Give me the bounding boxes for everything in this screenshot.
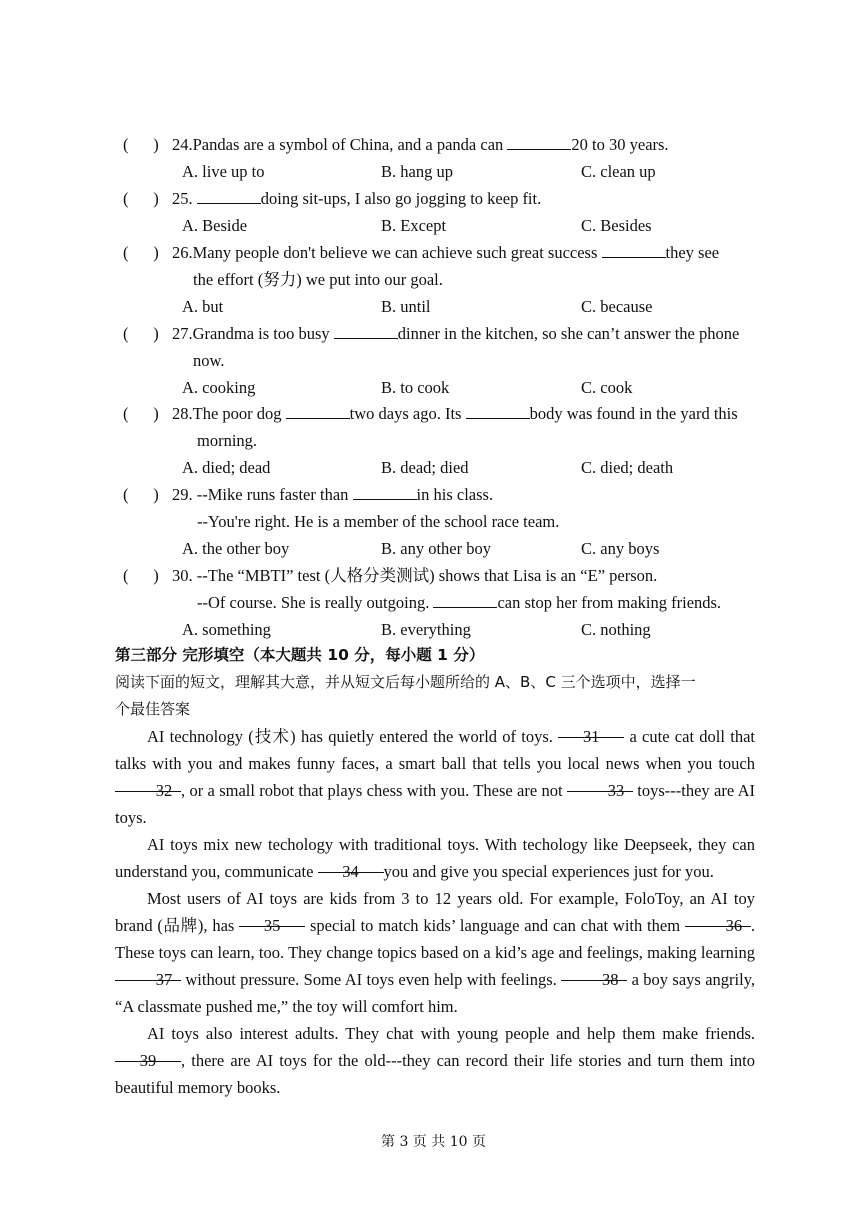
- answer-paren-27: ( ): [123, 324, 159, 343]
- answer-paren-25: ( ): [123, 189, 159, 208]
- blank-31: [558, 723, 624, 746]
- blank-28a: [286, 404, 350, 419]
- question-25-stem-a: 25.: [172, 189, 197, 208]
- option-29-a: A. the other boy: [182, 539, 290, 558]
- blank-31-number: 31: [582, 727, 600, 746]
- question-29-stem-a: 29. --Mike runs faster than: [172, 485, 353, 504]
- blank-29: [353, 485, 417, 500]
- question-24-stem-a: 24.Pandas are a symbol of China, and a panda can: [172, 135, 508, 154]
- question-30-line2: [197, 593, 721, 613]
- question-29: [172, 485, 493, 505]
- question-28: [172, 404, 738, 424]
- blank-30: [433, 593, 497, 608]
- question-27: [172, 324, 739, 344]
- passage-paragraph-2: [115, 831, 755, 885]
- passage-paragraph-1: [115, 723, 755, 831]
- answer-paren-28: ( ): [123, 404, 159, 423]
- option-30-a: A. something: [182, 620, 271, 639]
- question-26-stem-b: they see: [665, 243, 720, 262]
- question-27-stem-a: 27.Grandma is too busy: [172, 324, 334, 343]
- section-heading: 第三部分 完形填空（本大题共 10 分，每小题 1 分）: [115, 646, 485, 664]
- option-30-c: C. nothing: [581, 620, 651, 639]
- question-24-stem-b: 20 to 30 years.: [571, 135, 669, 154]
- passage-p3-text-a: Most users of AI toys are kids from 3 to 12 years old. For example, FoloToy, an AI toy brand (品牌), has: [115, 889, 755, 935]
- option-28-b: B. dead; died: [381, 458, 469, 477]
- question-30-line2-a: --Of course. She is really outgoing.: [197, 593, 434, 612]
- blank-35-number: 35: [263, 916, 281, 935]
- passage-p3-text-c: . These toys can learn, too. They change topics based on a kid’s age and feelings, making learning: [115, 916, 755, 962]
- option-25-b: B. Except: [381, 216, 447, 235]
- blank-34-number: 34: [342, 862, 359, 881]
- option-26-a: A. but: [182, 297, 224, 316]
- question-25: [172, 189, 541, 209]
- blank-24: [507, 135, 571, 150]
- option-29-b: B. any other boy: [381, 539, 491, 558]
- blank-39-number: 39: [139, 1051, 157, 1070]
- option-24-c: C. clean up: [581, 162, 656, 181]
- blank-38: [561, 966, 627, 989]
- blank-32: [115, 777, 181, 800]
- option-27-b: B. to cook: [381, 378, 450, 397]
- option-24-a: A. live up to: [182, 162, 265, 181]
- passage-p2-text-b: you and give you special experiences just for you.: [383, 862, 714, 881]
- passage-p1-text-c: , or a small robot that plays chess with you. These are not: [181, 781, 567, 800]
- question-30: 30. --The “MBTI” test (人格分类测试) shows that Lisa is an “E” person.: [172, 566, 658, 585]
- question-26-line2: the effort (努力) we put into our goal.: [193, 270, 443, 289]
- blank-32-number: 32: [155, 781, 173, 800]
- question-28-stem-a: 28.The poor dog: [172, 404, 286, 423]
- answer-paren-24: ( ): [123, 135, 159, 154]
- blank-38-number: 38: [601, 970, 619, 989]
- section-instruction-line1: 阅读下面的短文，理解其大意，并从短文后每小题所给的 A、B、C 三个选项中，选择一: [115, 673, 696, 691]
- blank-34: [318, 858, 384, 881]
- blank-33: [567, 777, 633, 800]
- option-27-c: C. cook: [581, 378, 633, 397]
- question-28-stem-c: body was found in the yard this: [529, 404, 738, 423]
- passage-p3-text-b: special to match kids’ language and can chat with them: [305, 916, 685, 935]
- passage-p4-text-b: , there are AI toys for the old---they can record their life stories and turn them into beautiful memory books.: [115, 1051, 755, 1097]
- blank-28b: [466, 404, 530, 419]
- option-26-c: C. because: [581, 297, 653, 316]
- blank-36-number: 36: [725, 916, 743, 935]
- passage-p4-text-a: AI toys also interest adults. They chat with young people and help them make friends.: [147, 1024, 755, 1043]
- answer-paren-26: ( ): [123, 243, 159, 262]
- page-number-footer: 第 3 页 共 10 页: [381, 1134, 486, 1150]
- option-25-c: C. Besides: [581, 216, 652, 235]
- section-instruction-line2: 个最佳答案: [115, 700, 191, 718]
- passage-paragraph-4: [115, 1020, 755, 1101]
- passage-p2-text-a: AI toys mix new techology with traditional toys. With techology like Deepseek, they can understand you, communicate: [115, 835, 755, 881]
- blank-37-number: 37: [155, 970, 173, 989]
- option-25-a: A. Beside: [182, 216, 248, 235]
- passage-p1-text-a: AI technology (技术) has quietly entered the world of toys.: [147, 727, 559, 746]
- question-29-stem-b: in his class.: [416, 485, 494, 504]
- question-28-stem-b: two days ago. Its: [349, 404, 466, 423]
- passage-paragraph-3: [115, 885, 755, 1020]
- blank-26: [602, 243, 666, 258]
- passage-p1-text-b: a cute cat doll that talks with you and makes funny faces, a smart ball that tells you local news when you touch: [115, 727, 755, 773]
- question-24: [172, 135, 669, 155]
- option-28-a: A. died; dead: [182, 458, 271, 477]
- question-27-line2: now.: [193, 351, 225, 370]
- blank-35: [239, 912, 305, 935]
- option-26-b: B. until: [381, 297, 431, 316]
- passage-p3-text-e: a boy says angrily, “A classmate pushed me,” the toy will comfort him.: [115, 970, 755, 1016]
- question-26: [172, 243, 719, 263]
- question-26-stem-a: 26.Many people don't believe we can achieve such great success: [172, 243, 602, 262]
- option-30-b: B. everything: [381, 620, 471, 639]
- blank-39: [115, 1047, 181, 1070]
- blank-25: [197, 189, 261, 204]
- passage-p1-text-d: toys---they are AI toys.: [115, 781, 755, 827]
- answer-paren-30: ( ): [123, 566, 159, 585]
- option-28-c: C. died; death: [581, 458, 674, 477]
- option-27-a: A. cooking: [182, 378, 256, 397]
- option-29-c: C. any boys: [581, 539, 660, 558]
- option-24-b: B. hang up: [381, 162, 453, 181]
- question-27-stem-b: dinner in the kitchen, so she can’t answer the phone: [397, 324, 740, 343]
- question-28-line2: morning.: [197, 431, 258, 450]
- blank-37: [115, 966, 181, 989]
- blank-36: [685, 912, 751, 935]
- question-30-line2-b: can stop her from making friends.: [497, 593, 722, 612]
- question-25-stem-b: doing sit-ups, I also go jogging to keep fit.: [260, 189, 542, 208]
- answer-paren-29: ( ): [123, 485, 159, 504]
- blank-27: [334, 324, 398, 339]
- blank-33-number: 33: [607, 781, 625, 800]
- question-29-line2: --You're right. He is a member of the school race team.: [197, 512, 560, 531]
- passage-p3-text-d: without pressure. Some AI toys even help with feelings.: [181, 970, 562, 989]
